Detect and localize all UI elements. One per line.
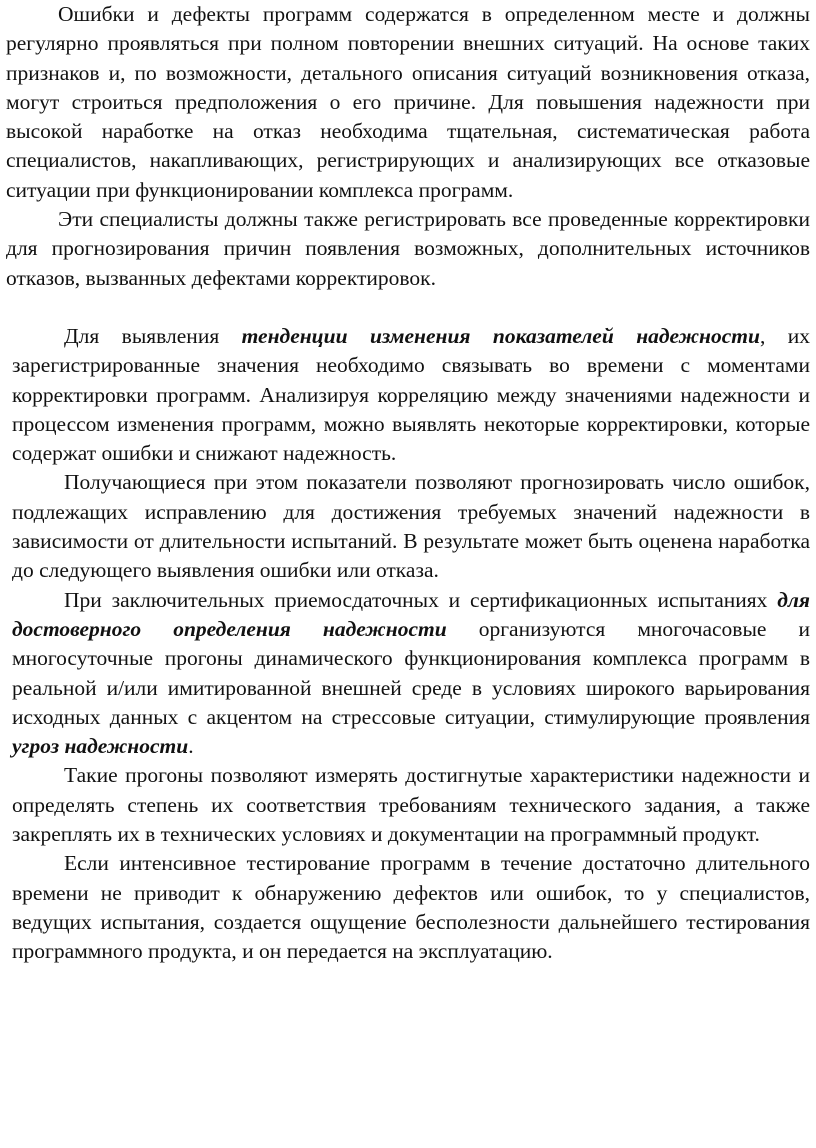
paragraph-error-forecast: Получающиеся при этом показатели позволяют прогнозировать число ошибок, подлежащих исправлению для достижения требуемых значений надежности в зависимости от длительности испытаний. В результате может быть оценена наработка до следующего выявления ошибки или отказа. (12, 470, 810, 583)
p1-before: Для выявления (64, 323, 242, 348)
p3-emphasis-reliability: для достоверного определения надежности (12, 587, 810, 641)
p1-after: , их зарегистрированные значения необходимо связывать во времени с моментами корректировки программ. Анализируя корреляцию между значениями надежности и процессом изменения программ, можно выявлять некоторые корректировки, которые содержат ошибки и снижают надежность. (12, 323, 810, 466)
p3-emphasis-threats: угроз надежности (12, 734, 189, 759)
p3-middle: организуются многочасовые и многосуточные прогоны динамического функционирования комплекса программ в реальной и/или имитированной внешней среде в условиях широкого варьирования исходных данных с акцентом на стрессовые ситуации, стимулирующие проявления (12, 616, 810, 729)
document-page (6, 0, 810, 967)
section-failure-analysis (6, 0, 810, 293)
paragraph-specialists-corrections: Эти специалисты должны также регистрировать все проведенные корректировки для прогнозирования причин появления возможных, дополнительных источников отказов, вызванных дефектами корректировок. (6, 207, 810, 290)
p3-before: При заключительных приемосдаточных и сертификационных испытаниях (64, 587, 778, 612)
p1-emphasis: тенденции изменения показателей надежности (241, 323, 760, 348)
paragraph-acceptance-tests (12, 586, 810, 762)
paragraph-errors-defects: Ошибки и дефекты программ содержатся в определенном месте и должны регулярно проявляться при полном повторении внешних ситуаций. На основе таких признаков и, по возможности, детального описания ситуаций возникновения отказа, могут строиться предположения о его причине. Для повышения надежности при высокой наработке на отказ необходима тщательная, систематическая работа специалистов, накапливающих, регистрирующих и анализирующих все отказовые ситуации при функционировании комплекса программ. (6, 2, 810, 202)
paragraph-trend-detection (12, 322, 810, 468)
p3-after: . (188, 734, 194, 759)
section-reliability-trends (6, 322, 810, 967)
paragraph-runs-measure: Такие прогоны позволяют измерять достигнутые характеристики надежности и определять степень их соответствия требованиям технического задания, а также закреплять их в технических условиях и документации на программный продукт. (12, 763, 810, 847)
paragraph-intensive-testing: Если интенсивное тестирование программ в течение достаточно длительного времени не приводит к обнаружению дефектов или ошибок, то у специалистов, ведущих испытания, создается ощущение бесполезности дальнейшего тестирования программного продукта, и он передается на эксплуатацию. (12, 851, 810, 964)
